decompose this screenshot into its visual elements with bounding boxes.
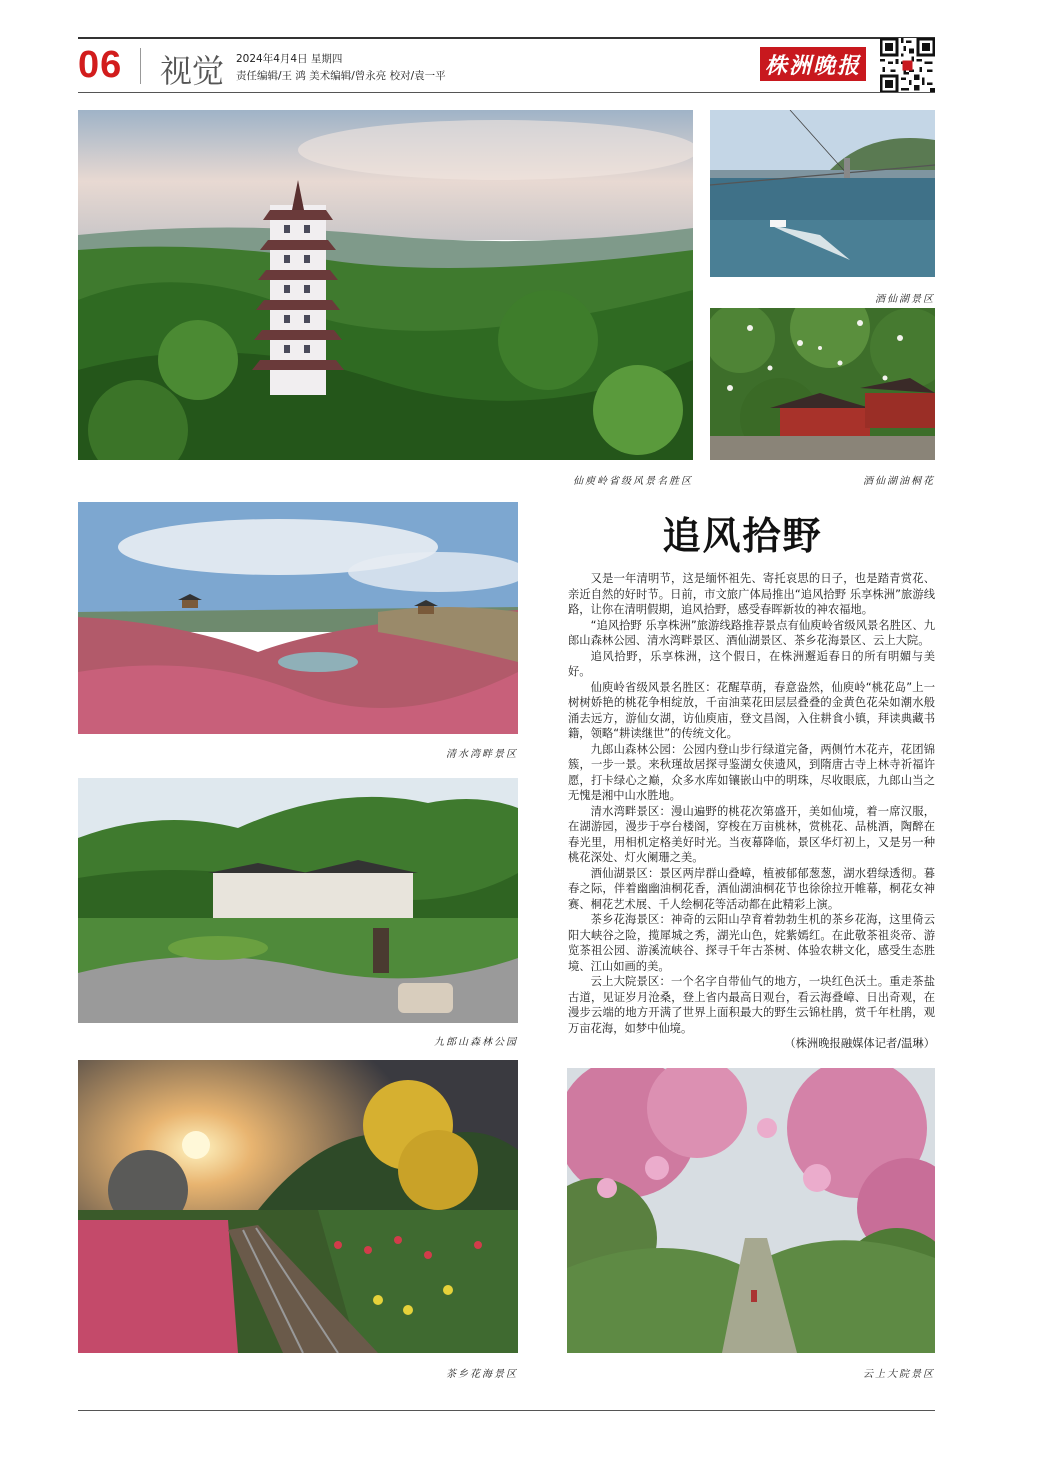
article-byline: （株洲晚报融媒体记者/温琳） bbox=[784, 1037, 935, 1050]
photo-qingshuiwan bbox=[78, 502, 518, 734]
caption-jiuxian-lake: 酒仙湖景区 bbox=[875, 294, 935, 305]
article-paragraph: 追风拾野，乐享株洲，这个假日，在株洲邂逅春日的所有明媚与美好。 bbox=[568, 649, 935, 678]
qr-code-icon[interactable] bbox=[880, 38, 935, 93]
caption-xianyuling: 仙庾岭省级风景名胜区 bbox=[573, 476, 693, 487]
caption-yunshang: 云上大院景区 bbox=[863, 1369, 935, 1380]
article-headline: 追风拾野 bbox=[662, 514, 823, 558]
header-bottom-rule bbox=[78, 92, 935, 93]
article-paragraph: “追风拾野 乐享株洲”旅游线路推荐景点有仙庾岭省级风景名胜区、九郎山森林公园、清水湾畔景区、酒仙湖景区、茶乡花海景区、云上大院。 bbox=[568, 618, 935, 647]
article-body bbox=[568, 571, 935, 1052]
header-separator bbox=[140, 48, 141, 84]
article-paragraph: 云上大院景区：一个名字自带仙气的地方，一块红色沃土。重走茶盐古道，见证岁月沧桑，登上省内最高日观台，看云海叠嶂、日出奇观，在漫步云端的地方开满了世界上面积最大的野生云锦杜鹃，赏千年杜鹃，观万亩花海，如梦中仙境。 bbox=[568, 975, 935, 1035]
photo-chaxiang-flowers bbox=[78, 1060, 518, 1353]
header-top-rule bbox=[78, 37, 935, 39]
photo-jiuxian-lake bbox=[710, 110, 935, 277]
article-paragraph: 九郎山森林公园：公园内登山步行绿道完备，两侧竹木花卉，花团锦簇，一步一景。来秋瑾故居探寻鉴湖女侠遗风，到隋唐古寺上林寺祈福许愿，打卡绿心之巅，众多水库如镶嵌山中的明珠，尽收眼底，九郎山当之无愧是湘中山水胜地。 bbox=[568, 742, 935, 802]
photo-jiuxian-tung-flowers bbox=[710, 308, 935, 460]
issue-date: 2024年4月4日 星期四 bbox=[236, 53, 343, 65]
page-number: 06 bbox=[78, 44, 123, 86]
caption-qingshuiwan: 清水湾畔景区 bbox=[446, 749, 518, 760]
caption-jiuxian-tung: 酒仙湖油桐花 bbox=[863, 476, 935, 487]
article-paragraph: 清水湾畔景区：漫山遍野的桃花次第盛开，美如仙境，着一席汉服，在湖游园，漫步于亭台楼阁，穿梭在万亩桃林，赏桃花、品桃酒，陶醉在春光里，用相机定格美好时光。当夜幕降临，景区华灯初上，又是另一种桃花深处、灯火阑珊之美。 bbox=[568, 804, 935, 864]
caption-chaxiang: 茶乡花海景区 bbox=[446, 1369, 518, 1380]
photo-jiulangshan bbox=[78, 778, 518, 1023]
footer-rule bbox=[78, 1410, 935, 1411]
newspaper-masthead-logo: 株洲晚报 bbox=[760, 47, 866, 81]
article-paragraph: 酒仙湖景区：景区两岸群山叠嶂，植被郁郁葱葱，湖水碧绿透彻。暮春之际，伴着幽幽油桐花香，酒仙湖油桐花节也徐徐拉开帷幕，桐花女神赛、桐花艺术展、千人绘桐花等活动都在此精彩上演。 bbox=[568, 866, 935, 911]
editors-line: 责任编辑/王 鸿 美术编辑/曾永亮 校对/袁一平 bbox=[236, 70, 446, 82]
article-paragraph: 仙庾岭省级风景名胜区：花醒草萌，春意盎然，仙庾岭“桃花岛”上一树树娇艳的桃花争相绽放，千亩油菜花田层层叠叠的金黄色花朵如潮水般涌去远方，游仙女湖，访仙庾庙，登文昌阁，入住耕食小镇，拜读典藏书籍，领略“耕读继世”的传统文化。 bbox=[568, 680, 935, 740]
caption-jiulangshan: 九郎山森林公园 bbox=[434, 1037, 518, 1048]
article-paragraph: 又是一年清明节，这是缅怀祖先、寄托哀思的日子，也是踏青赏花、亲近自然的好时节。日前，市文旅广体局推出“追风拾野 乐享株洲”旅游线路，让你在清明假期，追风拾野，感受春晖新妆的神农福地。 bbox=[568, 572, 935, 616]
section-title: 视觉 bbox=[160, 52, 225, 90]
photo-yunshang-dayuan bbox=[567, 1068, 935, 1353]
photo-xianyuling-pagoda bbox=[78, 110, 693, 460]
article-paragraph: 茶乡花海景区：神奇的云阳山孕育着勃勃生机的茶乡花海，这里倚云阳大峡谷之险，揽犀城之秀，湖光山色，姹紫嫣红。在此敬茶祖炎帝、游览茶祖公园、游溪流峡谷、探寻千年古茶树、体验农耕文化，感受生态胜境、江山如画的美。 bbox=[568, 913, 935, 973]
